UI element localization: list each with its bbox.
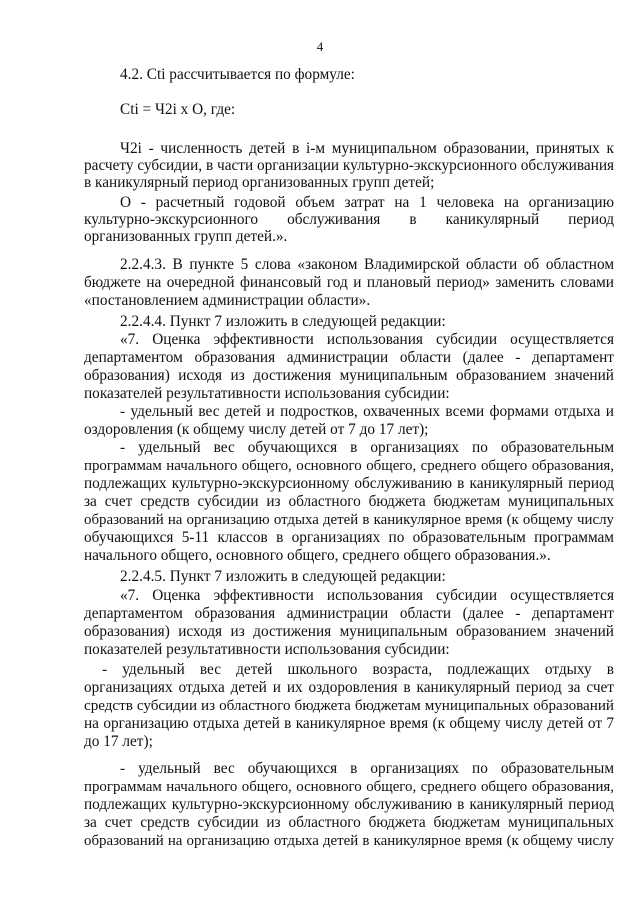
text-line: департаментом образования администрации области (далее - департамент — [84, 349, 614, 366]
text-line: за счет средств субсидии из областного бюджета бюджетам муниципальных — [84, 493, 614, 510]
text-line: «постановлением администрации области». — [84, 292, 371, 309]
text-line: подлежащих культурно-экскурсионному обслуживанию в каникулярный период — [84, 796, 614, 813]
text-line: на организацию отдыха детей в каникулярное время (к общему числу детей от 7 — [84, 715, 614, 732]
text-line: начального общего, основного общего, среднего общего образования.». — [84, 547, 551, 564]
text-line: 2.2.4.3. В пункте 5 слова «законом Владимирской области об областном — [120, 256, 614, 273]
text-line: 4.2. Сti рассчитывается по формуле: — [120, 66, 355, 83]
text-line: образований на организацию отдыха детей в каникулярное время (к общему числу — [84, 512, 614, 528]
text-line: оздоровления (к общему числу детей от 7 до 17 лет); — [84, 421, 429, 438]
text-line: - удельный вес детей и подростков, охваченных всеми формами отдыха и — [120, 403, 614, 420]
text-line: Сti = Ч2i х О, где: — [120, 101, 236, 118]
text-line: программам начального общего, основного общего, среднего общего образования, — [84, 779, 614, 795]
text-line: программам начального общего, основного общего, среднего общего образования, — [84, 458, 614, 474]
text-line: - удельный вес детей школьного возраста, подлежащих отдыху в — [102, 661, 614, 678]
text-line: департаментом образования администрации области (далее - департамент — [84, 605, 614, 622]
text-line: до 17 лет); — [84, 733, 153, 750]
text-line: образования) исходя из достижения муниципальным образованием значений — [84, 367, 614, 384]
text-line: подлежащих культурно-экскурсионному обслуживанию в каникулярный период — [84, 475, 614, 492]
text-line: в каникулярный период организованных групп детей; — [84, 174, 435, 191]
text-line: показателей результативности использования субсидии: — [84, 641, 450, 658]
text-line: О - расчетный годовой объем затрат на 1 человека на организацию — [120, 194, 614, 211]
text-line: за счет средств субсидии из областного бюджета бюджетам муниципальных — [84, 814, 614, 831]
text-line: образования) исходя из достижения муниципальным образованием значений — [84, 623, 614, 640]
text-line: бюджете на очередной финансовый год и плановый период» заменить словами — [84, 274, 614, 291]
text-line: организованных групп детей.». — [84, 228, 288, 245]
text-line: расчету субсидии, в части организации культурно-экскурсионного обслуживания — [84, 157, 615, 174]
text-line: 2.2.4.4. Пункт 7 изложить в следующей редакции: — [120, 313, 446, 330]
text-line: организациях отдыха детей и их оздоровления в каникулярный период за счет — [84, 679, 614, 696]
text-line: - удельный вес обучающихся в организациях по образовательным — [120, 760, 614, 777]
text-line: показателей результативности использования субсидии: — [84, 385, 450, 402]
text-line: 2.2.4.5. Пункт 7 изложить в следующей редакции: — [120, 568, 446, 585]
text-line: Ч2i - численность детей в i-м муниципальном образовании, принятых к — [120, 140, 614, 157]
text-line: средств субсидии из областного бюджета бюджетам муниципальных образований — [84, 698, 614, 714]
text-line: - удельный вес обучающихся в организациях по образовательным — [120, 439, 614, 456]
text-line: обучающихся 5-11 классов в организациях по образовательным программам — [84, 529, 614, 546]
page-number: 4 — [316, 39, 324, 54]
text-line: культурно-экскурсионного обслуживания в каникулярный период — [84, 211, 614, 228]
text-line: «7. Оценка эффективности использования субсидии осуществляется — [120, 331, 614, 348]
text-line: «7. Оценка эффективности использования субсидии осуществляется — [120, 587, 614, 604]
text-line: образований на организацию отдыха детей в каникулярное время (к общему числу — [84, 833, 614, 849]
